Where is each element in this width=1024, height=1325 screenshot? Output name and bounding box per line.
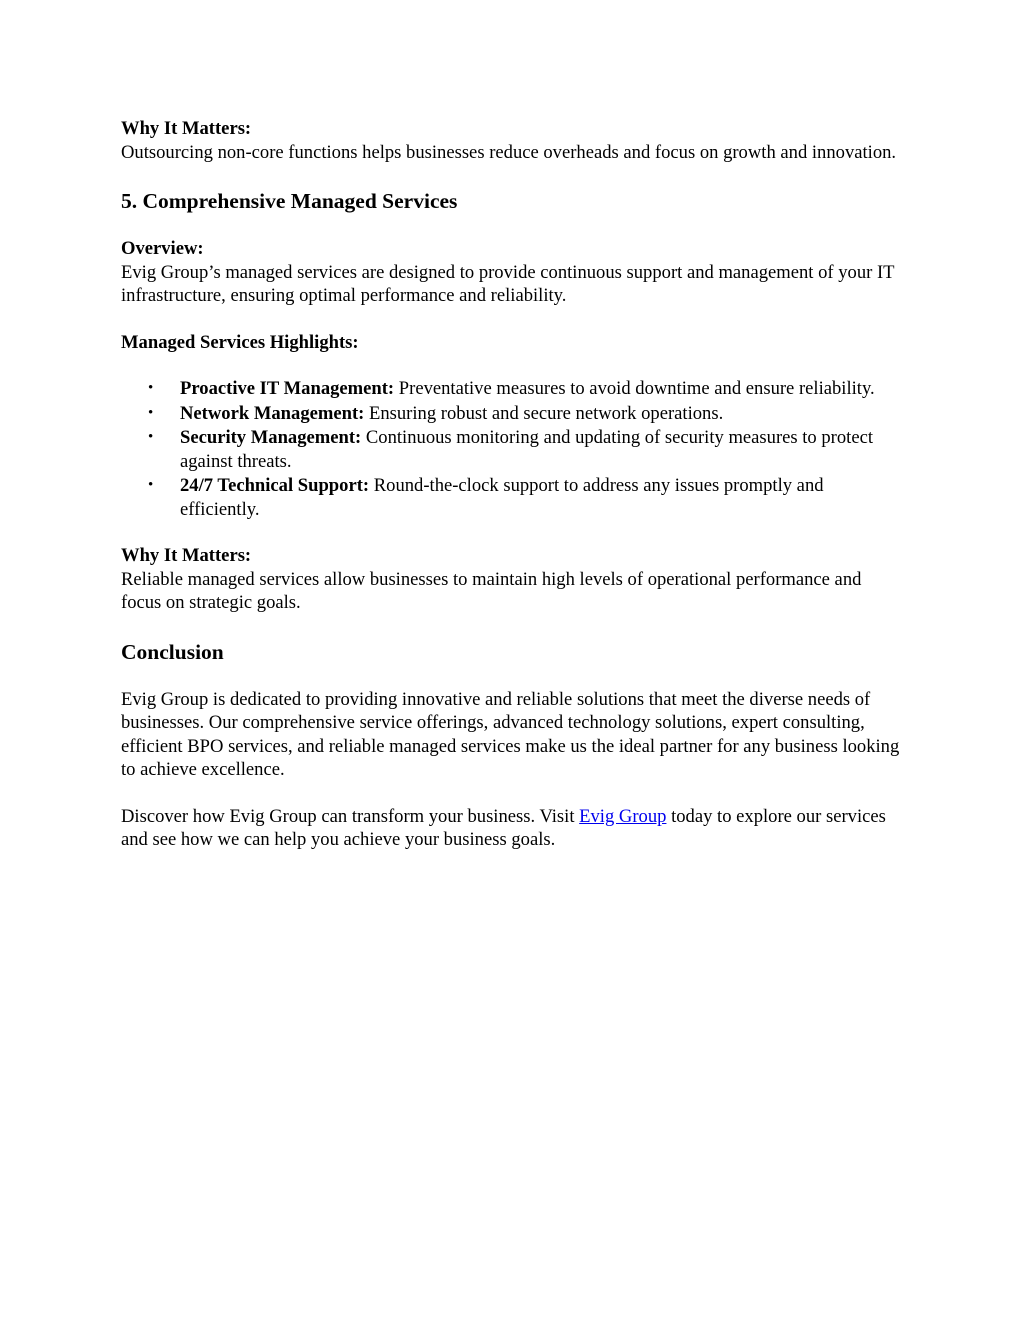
list-item [121, 474, 904, 521]
why-it-matters-label: Why It Matters: [121, 118, 252, 139]
highlight-text: Preventative measures to avoid downtime and ensure reliability. [394, 378, 875, 399]
conclusion-paragraph: Evig Group is dedicated to providing innovative and reliable solutions that meet the diverse needs of businesses. Our comprehensive service offerings, advanced technology solutions, expert consulting, efficient BPO services, and reliable managed services make us the ideal partner for any business looking to achieve excellence. [121, 688, 900, 780]
cta-text-after: today to explore our services and see how we can help you achieve your business goals. [121, 805, 886, 850]
cta-text-before: Discover how Evig Group can transform your business. Visit [121, 805, 580, 827]
call-to-action-paragraph [121, 805, 904, 852]
bullet-icon: • [148, 477, 154, 493]
bullet-icon: • [148, 404, 154, 421]
overview-label: Overview: [121, 238, 204, 259]
highlights-heading: Managed Services Highlights: [121, 331, 359, 353]
overview-block [121, 237, 904, 308]
bullet-icon: • [148, 429, 154, 445]
why-it-matters-managed [121, 544, 904, 615]
why-it-matters-text: Outsourcing non-core functions helps businesses reduce overheads and focus on growth and innovation. [121, 141, 897, 163]
why-it-matters-label: Why It Matters: [121, 545, 252, 566]
highlight-text: Ensuring robust and secure network operations. [364, 402, 724, 424]
overview-text: Evig Group’s managed services are designed to provide continuous support and management of your IT infrastructure, ensuring optimal performance and reliability. [121, 261, 895, 306]
list-item [121, 426, 904, 473]
highlight-text: Continuous monitoring and updating of security measures to protect against threats. [180, 427, 874, 472]
section-heading-managed-services: 5. Comprehensive Managed Services [121, 189, 458, 213]
why-it-matters-text: Reliable managed services allow businesses to maintain high levels of operational performance and focus on strategic goals. [121, 568, 862, 613]
evig-group-link[interactable]: Evig Group [579, 805, 667, 827]
highlight-term: Proactive IT Management: [180, 378, 395, 399]
why-it-matters-outsourcing [121, 117, 904, 164]
highlight-text: Round-the-clock support to address any issues promptly and efficiently. [180, 475, 824, 520]
conclusion-heading: Conclusion [121, 639, 224, 664]
list-item [121, 402, 904, 426]
highlight-term: Security Management: [180, 427, 362, 448]
bullet-icon: • [148, 380, 154, 396]
highlight-term: Network Management: [180, 402, 365, 424]
highlights-list [121, 377, 904, 521]
highlight-term: 24/7 Technical Support: [180, 475, 370, 496]
list-item [121, 377, 904, 401]
